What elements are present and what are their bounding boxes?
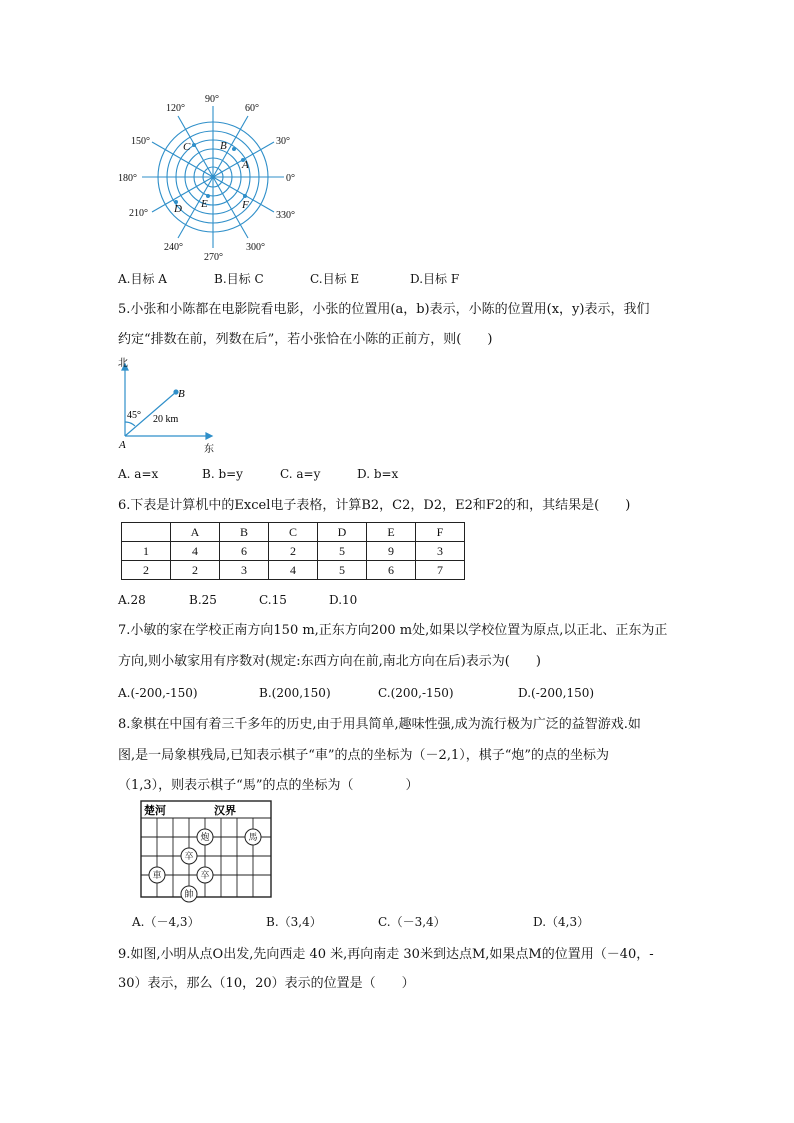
table-cell: 3 (416, 542, 465, 561)
q4-option-a: A.目标 A (118, 272, 167, 286)
table-cell: 6 (220, 542, 269, 561)
angle-label-150: 150° (131, 136, 150, 147)
table-cell: 2 (122, 561, 171, 580)
chess-board-figure (140, 800, 275, 904)
table-cell: 5 (318, 561, 367, 580)
river-label-left: 楚河 (144, 804, 166, 817)
table-cell: 2 (269, 542, 318, 561)
point-label-e: E (201, 198, 208, 210)
table-cell: 1 (122, 542, 171, 561)
table-cell: 5 (318, 542, 367, 561)
table-cell: 2 (171, 561, 220, 580)
chess-piece-pao: 炮 (200, 832, 210, 842)
q7-text-line1: 7.小敏的家在学校正南方向150 m,正东方向200 m处,如果以学校位置为原点,以正北、正东为正 (118, 623, 668, 638)
table-cell: 3 (220, 561, 269, 580)
header-cell: D (318, 523, 367, 542)
point-label-a: A (242, 159, 249, 171)
river-label-right: 汉界 (214, 804, 236, 817)
table-cell: 4 (171, 542, 220, 561)
angle-label-90: 90° (205, 94, 219, 105)
q8-option-b: B.（3,4） (266, 915, 322, 929)
q8-option-d: D.（4,3） (533, 915, 590, 929)
q8-text-line2: 图,是一局象棋残局,已知表示棋子“車”的点的坐标为（－2,1），棋子“炮”的点的坐标为 (118, 748, 610, 763)
table-row (122, 561, 465, 580)
q5-distance-label: 20 km (153, 414, 179, 425)
angle-label-30: 30° (276, 136, 290, 147)
q6-option-c: C.15 (259, 593, 287, 607)
table-cell: 6 (367, 561, 416, 580)
header-cell: A (171, 523, 220, 542)
header-cell: B (220, 523, 269, 542)
table-cell: 7 (416, 561, 465, 580)
angle-label-210: 210° (129, 208, 148, 219)
q5-text-line2: 约定“排数在前，列数在后”，若小张恰在小陈的正前方，则( ) (118, 332, 493, 347)
q7-option-b: B.(200,150) (259, 686, 331, 700)
q6-option-a: A.28 (118, 593, 146, 607)
q5-text-line1: 5.小张和小陈都在电影院看电影，小张的位置用(a，b)表示，小陈的位置用(x，y)表示，我们 (118, 302, 650, 317)
q5-option-c: C. a=y (280, 467, 321, 481)
q7-option-c: C.(200,-150) (378, 686, 454, 700)
q7-option-d: D.(-200,150) (518, 686, 595, 700)
chess-piece-zu-2: 卒 (200, 870, 210, 880)
q7-text-line2: 方向,则小敏家用有序数对(规定:东西方向在前,南北方向在后)表示为( ) (118, 654, 541, 669)
q8-option-c: C.（－3,4） (378, 915, 446, 929)
header-cell: C (269, 523, 318, 542)
angle-label-120: 120° (166, 103, 185, 114)
q4-option-c: C.目标 E (310, 272, 360, 286)
q6-option-b: B.25 (189, 593, 217, 607)
header-cell (122, 523, 171, 542)
excel-table (121, 522, 465, 580)
angle-label-300: 300° (246, 242, 265, 253)
table-cell: 4 (269, 561, 318, 580)
angle-label-60: 60° (245, 103, 259, 114)
header-cell: F (416, 523, 465, 542)
angle-label-270: 270° (204, 252, 223, 263)
q5-direction-figure (114, 356, 224, 456)
point-label-b: B (220, 140, 227, 152)
angle-label-180: 180° (118, 173, 137, 184)
header-cell: E (367, 523, 416, 542)
q9-text-line2: 30）表示，那么（10，20）表示的位置是（ ） (118, 976, 415, 991)
q7-option-a: A.(-200,-150) (118, 686, 198, 700)
point-label-d: D (174, 203, 182, 215)
q6-option-d: D.10 (329, 593, 358, 607)
q5-option-d: D. b=x (357, 467, 399, 481)
q5-angle-label: 45° (127, 410, 141, 421)
angle-label-0: 0° (286, 173, 295, 184)
chess-piece-ma: 馬 (248, 832, 258, 842)
q6-text: 6.下表是计算机中的Excel电子表格，计算B2，C2，D2，E2和F2的和，其结果是( ) (118, 498, 631, 513)
q8-option-a: A.（－4,3） (132, 915, 200, 929)
chess-piece-ju: 車 (152, 870, 162, 880)
q4-option-b: B.目标 C (214, 272, 264, 286)
q4-option-d: D.目标 F (410, 272, 460, 286)
q5-east-label: 东 (204, 444, 214, 455)
table-header-row (122, 523, 465, 542)
chess-piece-zu-1: 卒 (184, 851, 194, 861)
angle-label-330: 330° (276, 210, 295, 221)
q5-point-a-label: A (119, 439, 126, 451)
q8-text-line3: （1,3），则表示棋子“馬”的点的坐标为（ ） (118, 778, 419, 793)
angle-label-240: 240° (164, 242, 183, 253)
point-label-c: C (183, 141, 191, 153)
table-row (122, 542, 465, 561)
table-cell: 9 (367, 542, 416, 561)
q5-point-b-label: B (178, 388, 185, 400)
q8-text-line1: 8.象棋在中国有着三千多年的历史,由于用具简单,趣味性强,成为流行极为广泛的益智游戏.如 (118, 717, 641, 732)
chess-piece-shuai: 帥 (184, 889, 194, 899)
q9-text-line1: 9.如图,小明从点O出发,先向西走 40 米,再向南走 30米到达点M,如果点M的位置用（－40，- (118, 947, 654, 962)
polar-target-figure (110, 88, 310, 268)
q5-north-label: 北 (118, 358, 128, 369)
q5-option-a: A. a=x (118, 467, 159, 481)
point-label-f: F (242, 199, 249, 211)
q5-option-b: B. b=y (202, 467, 243, 481)
